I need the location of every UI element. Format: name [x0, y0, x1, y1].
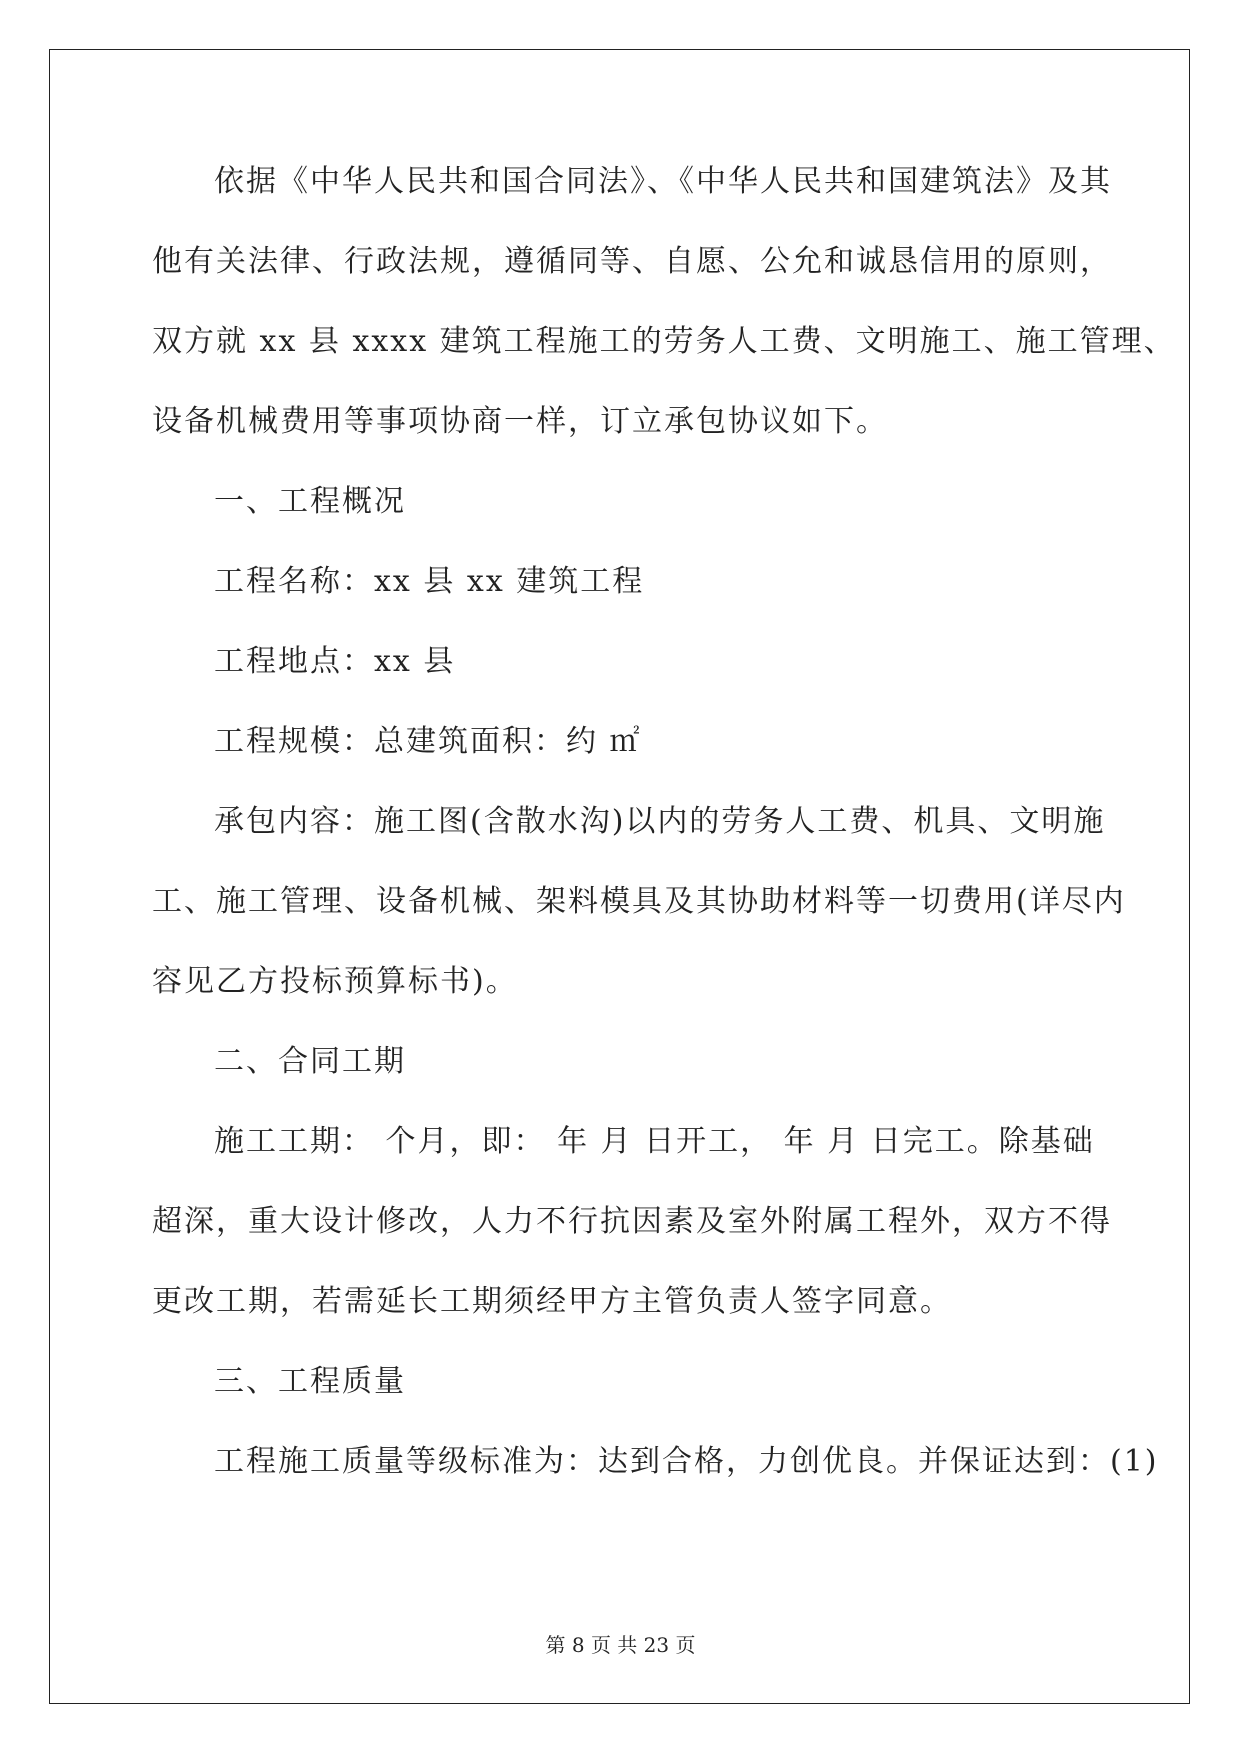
contract-scope-line-1: 承包内容：施工图(含散水沟)以内的劳务人工费、机具、文明施 [214, 804, 1106, 839]
contract-scope-line-3: 容见乙方投标预算标书)。 [152, 964, 518, 999]
schedule-line-1: 施工工期： 个月，即： 年 月 日开工， 年 月 日完工。除基础 [214, 1124, 1095, 1159]
section-heading-schedule: 二、合同工期 [214, 1044, 406, 1079]
schedule-line-2: 超深，重大设计修改，人力不行抗因素及室外附属工程外，双方不得 [152, 1204, 1112, 1239]
project-location-line: 工程地点：xx 县 [214, 644, 456, 679]
quality-line-1: 工程施工质量等级标准为：达到合格，力创优良。并保证达到：(1) [214, 1444, 1159, 1479]
section-heading-quality: 三、工程质量 [214, 1364, 406, 1399]
paragraph-intro-line-2: 他有关法律、行政法规，遵循同等、自愿、公允和诚恳信用的原则， [152, 244, 1112, 279]
contract-scope-line-2: 工、施工管理、设备机械、架料模具及其协助材料等一切费用(详尽内 [152, 884, 1126, 919]
project-name-line: 工程名称：xx 县 xx 建筑工程 [214, 564, 645, 599]
paragraph-intro-line-3: 双方就 xx 县 xxxx 建筑工程施工的劳务人工费、文明施工、施工管理、 [152, 324, 1176, 359]
page-number-footer: 第 8 页 共 23 页 [545, 1633, 696, 1657]
schedule-line-3: 更改工期，若需延长工期须经甲方主管负责人签字同意。 [152, 1284, 952, 1319]
section-heading-overview: 一、工程概况 [214, 484, 406, 519]
project-scale-line: 工程规模：总建筑面积：约 ㎡ [214, 724, 642, 759]
paragraph-intro-line-4: 设备机械费用等事项协商一样，订立承包协议如下。 [152, 404, 888, 439]
paragraph-intro-line-1: 依据《中华人民共和国合同法》、《中华人民共和国建筑法》及其 [214, 164, 1112, 199]
document-body [152, 160, 1176, 1520]
